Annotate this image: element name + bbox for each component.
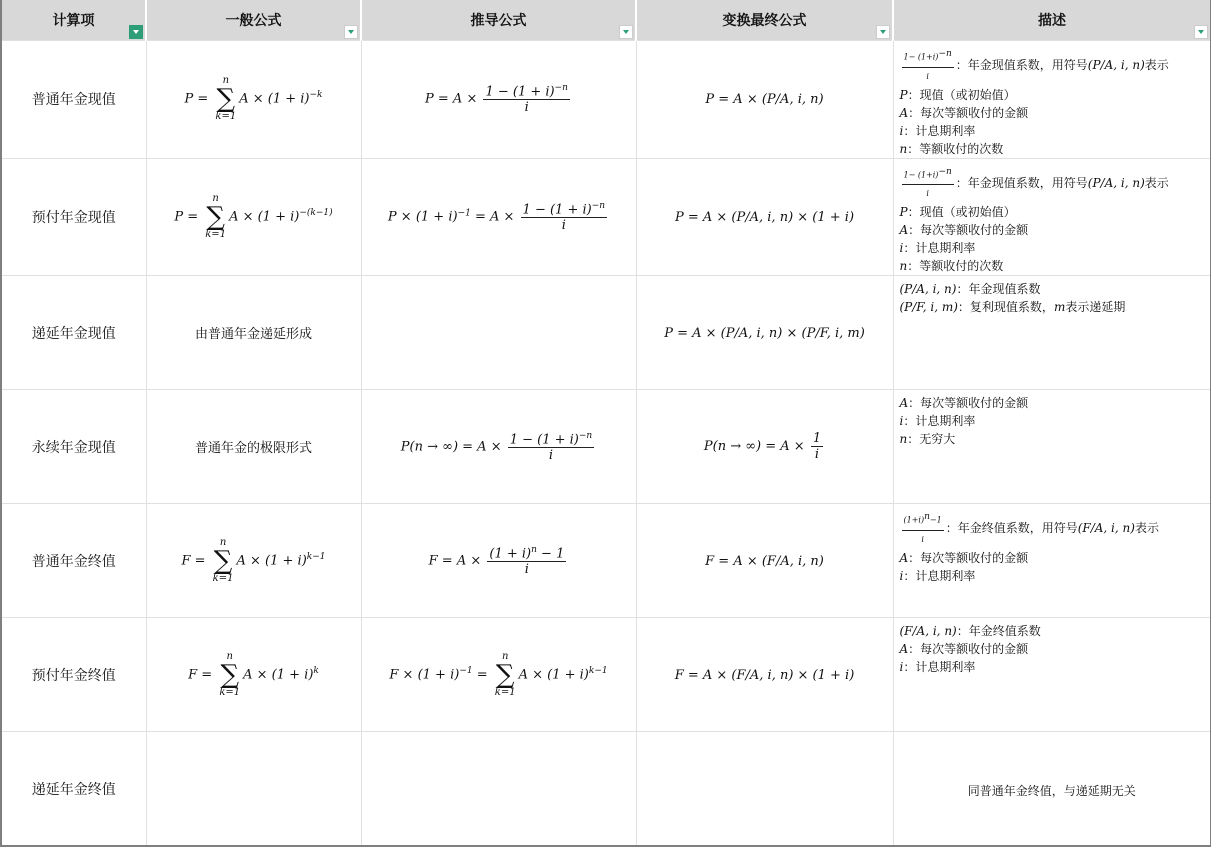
math-text: (1+i) xyxy=(903,515,925,525)
denominator xyxy=(902,185,954,203)
derived-formula xyxy=(401,431,596,463)
math-text: A xyxy=(899,396,909,411)
filter-dropdown-icon[interactable] xyxy=(619,25,633,39)
text: ：等额收付的次数 xyxy=(907,141,1004,156)
summation-sign xyxy=(219,652,240,698)
cell-description xyxy=(893,158,1211,276)
lower-limit: k=1 xyxy=(205,228,227,240)
fraction xyxy=(902,163,954,204)
description-line xyxy=(900,622,1205,640)
table-row xyxy=(1,390,1211,504)
description-line xyxy=(900,412,1205,430)
denominator xyxy=(902,68,954,86)
table-row xyxy=(1,504,1211,618)
math-text: A xyxy=(899,223,909,238)
cell-general-formula xyxy=(146,732,361,847)
fraction xyxy=(521,201,608,233)
header-label: 推导公式 xyxy=(470,13,527,29)
denominator xyxy=(521,218,608,233)
text: ：年金终值系数，用符号 xyxy=(945,521,1078,536)
description-line xyxy=(900,140,1205,158)
cell-general-formula xyxy=(146,504,361,618)
cell-general-formula xyxy=(146,618,361,732)
math-text: i xyxy=(899,414,904,429)
cell-final-formula xyxy=(636,390,893,504)
cell-description xyxy=(893,276,1211,390)
math-text: F = xyxy=(181,553,210,569)
description-line xyxy=(900,280,1205,298)
math-text: 1 − (1 + i) xyxy=(522,202,592,218)
final-formula xyxy=(664,326,865,341)
numerator xyxy=(487,545,566,562)
sigma-symbol: ∑ xyxy=(213,545,233,576)
text: ：计息期利率 xyxy=(903,123,976,138)
superscript: −(k−1) xyxy=(299,208,333,219)
math-text: n xyxy=(899,141,908,156)
numerator xyxy=(508,431,595,448)
text: ：年金现值系数，用符号 xyxy=(955,57,1088,72)
final-formula xyxy=(704,431,825,462)
math-text: i xyxy=(899,568,904,583)
text: ：每次等额收付的金额 xyxy=(908,642,1029,657)
superscript: −n xyxy=(591,200,606,211)
header-label: 计算项 xyxy=(52,13,95,29)
cell-description xyxy=(893,390,1211,504)
math-text: 1 xyxy=(812,431,822,447)
item-label: 递延年金现值 xyxy=(31,325,116,342)
denominator xyxy=(902,531,944,549)
cell-item xyxy=(1,618,146,732)
superscript: −k xyxy=(309,90,323,101)
cell-derived-formula xyxy=(361,732,636,847)
description-line xyxy=(900,430,1205,448)
upper-limit: n xyxy=(219,536,227,548)
math-text: A xyxy=(899,550,909,565)
superscript: k xyxy=(313,665,319,676)
cell-general-formula xyxy=(146,276,361,390)
math-text: = A × xyxy=(470,209,519,225)
text: ：每次等额收付的金额 xyxy=(908,105,1029,120)
text: ：现值（或初始值） xyxy=(907,87,1016,102)
numerator xyxy=(811,431,823,447)
cell-item xyxy=(1,390,146,504)
final-formula xyxy=(675,668,855,683)
text: 表示 xyxy=(1144,57,1169,72)
math-text: 1− (1+i) xyxy=(903,52,939,62)
description-line xyxy=(900,86,1205,104)
upper-limit: n xyxy=(212,192,219,204)
denominator xyxy=(487,562,566,577)
math-text: (F/A, i, n) xyxy=(1077,521,1135,536)
summation-sign xyxy=(215,76,236,122)
description-line xyxy=(900,549,1205,567)
superscript: k−1 xyxy=(306,551,326,562)
table-row xyxy=(1,618,1211,732)
numerator xyxy=(902,163,954,186)
sigma-symbol: ∑ xyxy=(495,659,515,690)
cell-derived-formula xyxy=(361,390,636,504)
upper-limit: n xyxy=(222,75,230,87)
math-text: F = A × xyxy=(428,553,486,569)
text: ：计息期利率 xyxy=(903,241,976,256)
math-text: P × (1 + i) xyxy=(387,209,458,225)
cell-final-formula xyxy=(636,276,893,390)
description-line xyxy=(900,239,1205,257)
text: ：每次等额收付的金额 xyxy=(908,396,1029,411)
description-line xyxy=(900,782,1205,800)
math-text: m xyxy=(1053,300,1066,315)
math-text: i xyxy=(921,534,924,544)
denominator xyxy=(811,447,823,462)
cell-item xyxy=(1,158,146,276)
math-text: A × (1 + i) xyxy=(229,209,300,225)
math-text: = xyxy=(472,667,492,683)
cell-general-formula xyxy=(146,390,361,504)
fraction xyxy=(508,431,595,463)
upper-limit: n xyxy=(226,650,233,662)
description-line xyxy=(900,163,1205,204)
cell-derived-formula xyxy=(361,276,636,390)
math-text: i xyxy=(524,561,529,577)
math-text: i xyxy=(899,123,904,138)
cell-final-formula xyxy=(636,41,893,159)
math-text: n xyxy=(899,432,908,447)
header-label: 变换最终公式 xyxy=(722,13,807,29)
cell-item xyxy=(1,276,146,390)
general-formula xyxy=(195,323,312,342)
math-text: F × (1 + i) xyxy=(389,667,460,683)
lower-limit: k=1 xyxy=(494,686,516,698)
math-text: (P/A, i, n) xyxy=(1087,175,1145,190)
description-line xyxy=(900,394,1205,412)
text: ：计息期利率 xyxy=(903,568,976,583)
numerator xyxy=(902,508,944,531)
fraction xyxy=(902,45,954,86)
math-text: i xyxy=(899,660,904,675)
math-text: 1 − (1 + i) xyxy=(485,84,555,100)
math-text: i xyxy=(926,189,929,199)
math-text: 1− (1+i) xyxy=(903,170,939,180)
numerator xyxy=(483,83,570,100)
column-header-3[interactable] xyxy=(636,0,893,41)
math-text: P = A × (P/A, i, n) × (1 + i) xyxy=(674,209,855,225)
description-line xyxy=(900,257,1205,275)
math-text: (P/A, i, n) xyxy=(899,282,957,297)
text: ：复利现值系数， xyxy=(957,300,1054,315)
summation-sign xyxy=(205,194,226,240)
text: 表示 xyxy=(1134,521,1159,536)
derived-formula xyxy=(389,652,607,698)
description-line xyxy=(900,104,1205,122)
table-row xyxy=(1,276,1211,390)
math-text: P xyxy=(899,205,908,220)
math-text: F = xyxy=(188,667,217,683)
sigma-symbol: ∑ xyxy=(206,201,225,232)
fraction xyxy=(902,508,944,549)
math-text: A × (1 + i) xyxy=(518,667,589,683)
description-line xyxy=(900,45,1205,86)
math-text: P = A × xyxy=(425,91,482,107)
denominator xyxy=(483,100,570,115)
text: 由普通年金递延形成 xyxy=(194,327,312,343)
text: 同普通年金终值，与递延期无关 xyxy=(967,783,1136,798)
description-line xyxy=(900,203,1205,221)
math-text: i xyxy=(926,71,929,81)
header-label: 一般公式 xyxy=(225,13,282,29)
math-text: F = A × (F/A, i, n) × (1 + i) xyxy=(674,667,855,683)
superscript: −1 xyxy=(457,208,471,219)
math-text: (P/F, i, m) xyxy=(899,300,958,315)
derived-formula xyxy=(425,83,572,115)
cell-description xyxy=(893,732,1211,847)
item-label: 递延年金终值 xyxy=(31,781,116,798)
final-formula xyxy=(675,210,854,225)
math-text: P(n → ∞) = A × xyxy=(703,439,809,455)
math-text: A xyxy=(899,105,909,120)
cell-derived-formula xyxy=(361,158,636,276)
superscript: −n xyxy=(938,49,952,59)
math-text: (F/A, i, n) xyxy=(899,624,957,639)
text: ：等额收付的次数 xyxy=(907,259,1004,274)
denominator xyxy=(508,448,595,463)
cell-derived-formula xyxy=(361,504,636,618)
lower-limit: k=1 xyxy=(215,111,237,123)
superscript: −n xyxy=(938,166,952,177)
math-text: A × (1 + i) xyxy=(236,553,307,569)
math-text: 1 − (1 + i) xyxy=(509,431,579,447)
cell-final-formula xyxy=(636,618,893,732)
description-line xyxy=(900,221,1205,239)
cell-item xyxy=(1,732,146,847)
header-label: 描述 xyxy=(1038,13,1066,29)
item-label: 普通年金终值 xyxy=(31,553,116,570)
cell-derived-formula xyxy=(361,41,636,159)
summation-sign xyxy=(213,538,234,584)
math-text: i xyxy=(548,447,554,463)
cell-derived-formula xyxy=(361,618,636,732)
math-text: i xyxy=(524,100,529,116)
derived-formula xyxy=(429,545,569,577)
cell-general-formula xyxy=(146,158,361,276)
math-text: F = A × (F/A, i, n) xyxy=(705,553,824,569)
lower-limit: k=1 xyxy=(219,686,241,698)
cell-item xyxy=(1,41,146,159)
math-text: A × (1 + i) xyxy=(239,91,310,107)
superscript: k−1 xyxy=(588,665,608,676)
description-line xyxy=(900,640,1205,658)
filter-dropdown-icon[interactable] xyxy=(1194,25,1208,39)
numerator xyxy=(902,45,954,68)
cell-general-formula xyxy=(146,41,361,159)
math-text: A × (1 + i) xyxy=(243,667,314,683)
text: ：年金现值系数，用符号 xyxy=(955,175,1088,190)
math-text: (P/A, i, n) xyxy=(1087,57,1145,72)
description-line xyxy=(900,508,1205,549)
table-row xyxy=(1,732,1211,847)
cell-description xyxy=(893,41,1211,159)
superscript: n xyxy=(924,512,930,523)
fraction xyxy=(811,431,823,462)
column-header-2[interactable] xyxy=(361,0,636,41)
final-formula xyxy=(705,92,823,107)
cell-description xyxy=(893,504,1211,618)
cell-final-formula xyxy=(636,504,893,618)
filter-dropdown-icon[interactable] xyxy=(876,25,890,39)
cell-description xyxy=(893,618,1211,732)
filter-dropdown-icon[interactable] xyxy=(344,25,358,39)
text: ：计息期利率 xyxy=(903,660,976,675)
column-header-1[interactable] xyxy=(146,0,361,41)
math-text: − 1 xyxy=(536,545,565,561)
description-line xyxy=(900,658,1205,676)
general-formula xyxy=(174,194,332,240)
superscript: −n xyxy=(578,430,593,441)
math-text: P(n → ∞) = A × xyxy=(400,439,506,455)
text: 表示 xyxy=(1144,175,1169,190)
math-text: P = xyxy=(174,209,203,225)
general-formula xyxy=(195,437,312,456)
general-formula xyxy=(181,538,325,584)
general-formula xyxy=(185,76,323,122)
text: ：无穷大 xyxy=(907,432,956,447)
column-header-0[interactable] xyxy=(1,0,146,41)
text: ：每次等额收付的金额 xyxy=(908,550,1029,565)
description-line xyxy=(900,567,1205,585)
summation-sign xyxy=(495,652,516,698)
sigma-symbol: ∑ xyxy=(220,659,239,690)
math-text: −1 xyxy=(929,515,942,525)
text: ：每次等额收付的金额 xyxy=(908,223,1029,238)
general-formula xyxy=(188,652,319,698)
text: 表示递延期 xyxy=(1065,300,1126,315)
description-line xyxy=(900,298,1205,316)
item-label: 预付年金终值 xyxy=(31,667,116,684)
math-text: i xyxy=(814,447,820,463)
item-label: 预付年金现值 xyxy=(31,209,116,226)
derived-formula xyxy=(388,201,609,233)
cell-item xyxy=(1,504,146,618)
math-text: n xyxy=(899,259,908,274)
numerator xyxy=(521,201,608,218)
fraction xyxy=(487,545,566,577)
description-line xyxy=(900,122,1205,140)
fraction xyxy=(483,83,570,115)
upper-limit: n xyxy=(501,650,509,662)
cell-final-formula xyxy=(636,158,893,276)
text: ：现值（或初始值） xyxy=(907,205,1016,220)
item-label: 普通年金现值 xyxy=(31,92,116,109)
sigma-symbol: ∑ xyxy=(216,84,236,115)
text: ：年金终值系数 xyxy=(956,624,1041,639)
text: 普通年金的极限形式 xyxy=(194,441,312,457)
final-formula xyxy=(705,554,824,569)
table-row xyxy=(1,158,1211,276)
item-label: 永续年金现值 xyxy=(31,439,116,456)
math-text: P = xyxy=(184,91,213,107)
text: ：年金现值系数 xyxy=(956,282,1041,297)
cell-final-formula xyxy=(636,732,893,847)
column-header-4[interactable] xyxy=(893,0,1211,41)
math-text: P = A × (P/A, i, n) × (P/F, i, m) xyxy=(664,325,865,341)
superscript: −n xyxy=(554,83,568,94)
filter-active-icon[interactable] xyxy=(129,25,143,39)
table-row xyxy=(1,41,1211,159)
math-text: A xyxy=(899,642,909,657)
superscript: −1 xyxy=(459,665,473,676)
superscript: n xyxy=(531,544,537,555)
math-text: P xyxy=(899,87,908,102)
math-text: P = A × (P/A, i, n) xyxy=(705,92,824,108)
math-text: i xyxy=(561,218,566,234)
text: ：计息期利率 xyxy=(903,414,976,429)
lower-limit: k=1 xyxy=(212,572,234,584)
math-text: i xyxy=(899,241,904,256)
math-text: (1 + i) xyxy=(489,545,532,561)
